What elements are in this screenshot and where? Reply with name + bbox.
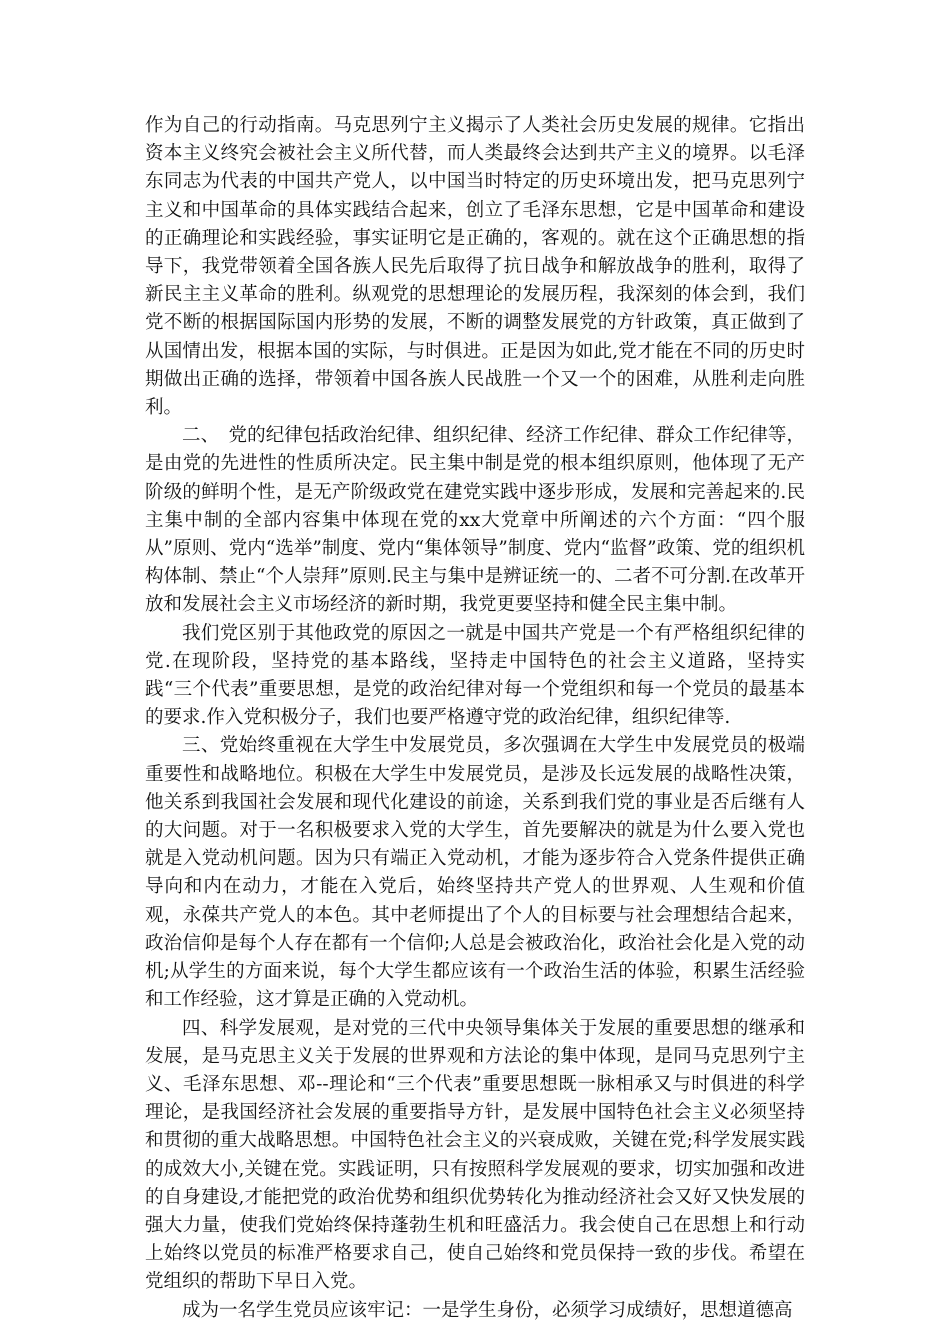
paragraph-section-two: 二、 党的纪律包括政治纪律、组织纪律、经济工作纪律、群众工作纪律等，是由党的先进性的性质所决定。民主集中制是党的根本组织原则，他体现了无产阶级的鲜明个性，是无产阶级政党在建党实践中逐步形成，发展和完善起来的.民主集中制的全部内容集中体现在党的xx大党章中所阐述的六个方面：“四个服从”原则、党内“选举”制度、党内“集体领导”制度、党内“监督”政策、党的组织机构体制、禁止“个人崇拜”原则.民主与集中是辨证统一的、二者不可分割.在改革开放和发展社会主义市场经济的新时期，我党更要坚持和健全民主集中制。 bbox=[145, 425, 805, 616]
paragraph-section-three: 三、党始终重视在大学生中发展党员，多次强调在大学生中发展党员的极端重要性和战略地位。积极在大学生中发展党员，是涉及长远发展的战略性决策，他关系到我国社会发展和现代化建设的前途，关系到我们党的事业是否后继有人的大问题。对于一名积极要求入党的大学生，首先要解决的就是为什么要入党也就是入党动机问题。因为只有端正入党动机，才能为逐步符合入党条件提供正确导向和内在动力，才能在入党后，始终坚持共产党人的世界观、人生观和价值观，永葆共产党人的本色。其中老师提出了个人的目标要与社会理想结合起来，政治信仰是每个人存在都有一个信仰;人总是会被政治化，政治社会化是入党的动机;从学生的方面来说，每个大学生都应该有一个政治生活的体验，积累生活经验和工作经验，这才算是正确的入党动机。 bbox=[145, 735, 805, 1011]
paragraph-intro: 作为自己的行动指南。马克思列宁主义揭示了人类社会历史发展的规律。它指出资本主义终究会被社会主义所代替，而人类最终会达到共产主义的境界。以毛泽东同志为代表的中国共产党人，以中国当时特定的历史环境出发，把马克思列宁主义和中国革命的具体实践结合起来，创立了毛泽东思想，它是中国革命和建设的正确理论和实践经验，事实证明它是正确的，客观的。就在这个正确思想的指导下，我党带领着全国各族人民先后取得了抗日战争和解放战争的胜利，取得了新民主主义革命的胜利。纵观党的思想理论的发展历程，我深刻的体会到，我们党不断的根据国际国内形势的发展，不断的调整发展党的方针政策，真正做到了从国情出发，根据本国的实际，与时俱进。正是因为如此,党才能在不同的历史时期做出正确的选择，带领着中国各族人民战胜一个又一个的困难，从胜利走向胜利。 bbox=[145, 115, 805, 419]
document-body bbox=[145, 112, 805, 1325]
paragraph-student-member: 成为一名学生党员应该牢记：一是学生身份，必须学习成绩好，思想道德高 bbox=[182, 1299, 793, 1321]
paragraph-section-four: 四、科学发展观，是对党的三代中央领导集体关于发展的重要思想的继承和发展，是马克思主义关于发展的世界观和方法论的集中体现，是同马克思列宁主义、毛泽东思想、邓--理论和“三个代表”重要思想既一脉相承又与时俱进的科学理论，是我国经济社会发展的重要指导方针，是发展中国特色社会主义必须坚持和贯彻的重大战略思想。中国特色社会主义的兴衰成败，关键在党;科学发展实践的成效大小,关键在党。实践证明，只有按照科学发展观的要求，切实加强和改进的自身建设,才能把党的政治优势和组织优势转化为推动经济社会又好又快发展的强大力量，使我们党始终保持蓬勃生机和旺盛活力。我会使自己在思想上和行动上始终以党员的标准严格要求自己，使自己始终和党员保持一致的步伐。希望在党组织的帮助下早日入党。 bbox=[145, 1017, 805, 1293]
paragraph-discipline: 我们党区别于其他政党的原因之一就是中国共产党是一个有严格组织纪律的党.在现阶段，坚持党的基本路线，坚持走中国特色的社会主义道路，坚持实践“三个代表”重要思想，是党的政治纪律对每一个党组织和每一个党员的最基本的要求.作入党积极分子，我们也要严格遵守党的政治纪律，组织纪律等. bbox=[145, 622, 805, 729]
